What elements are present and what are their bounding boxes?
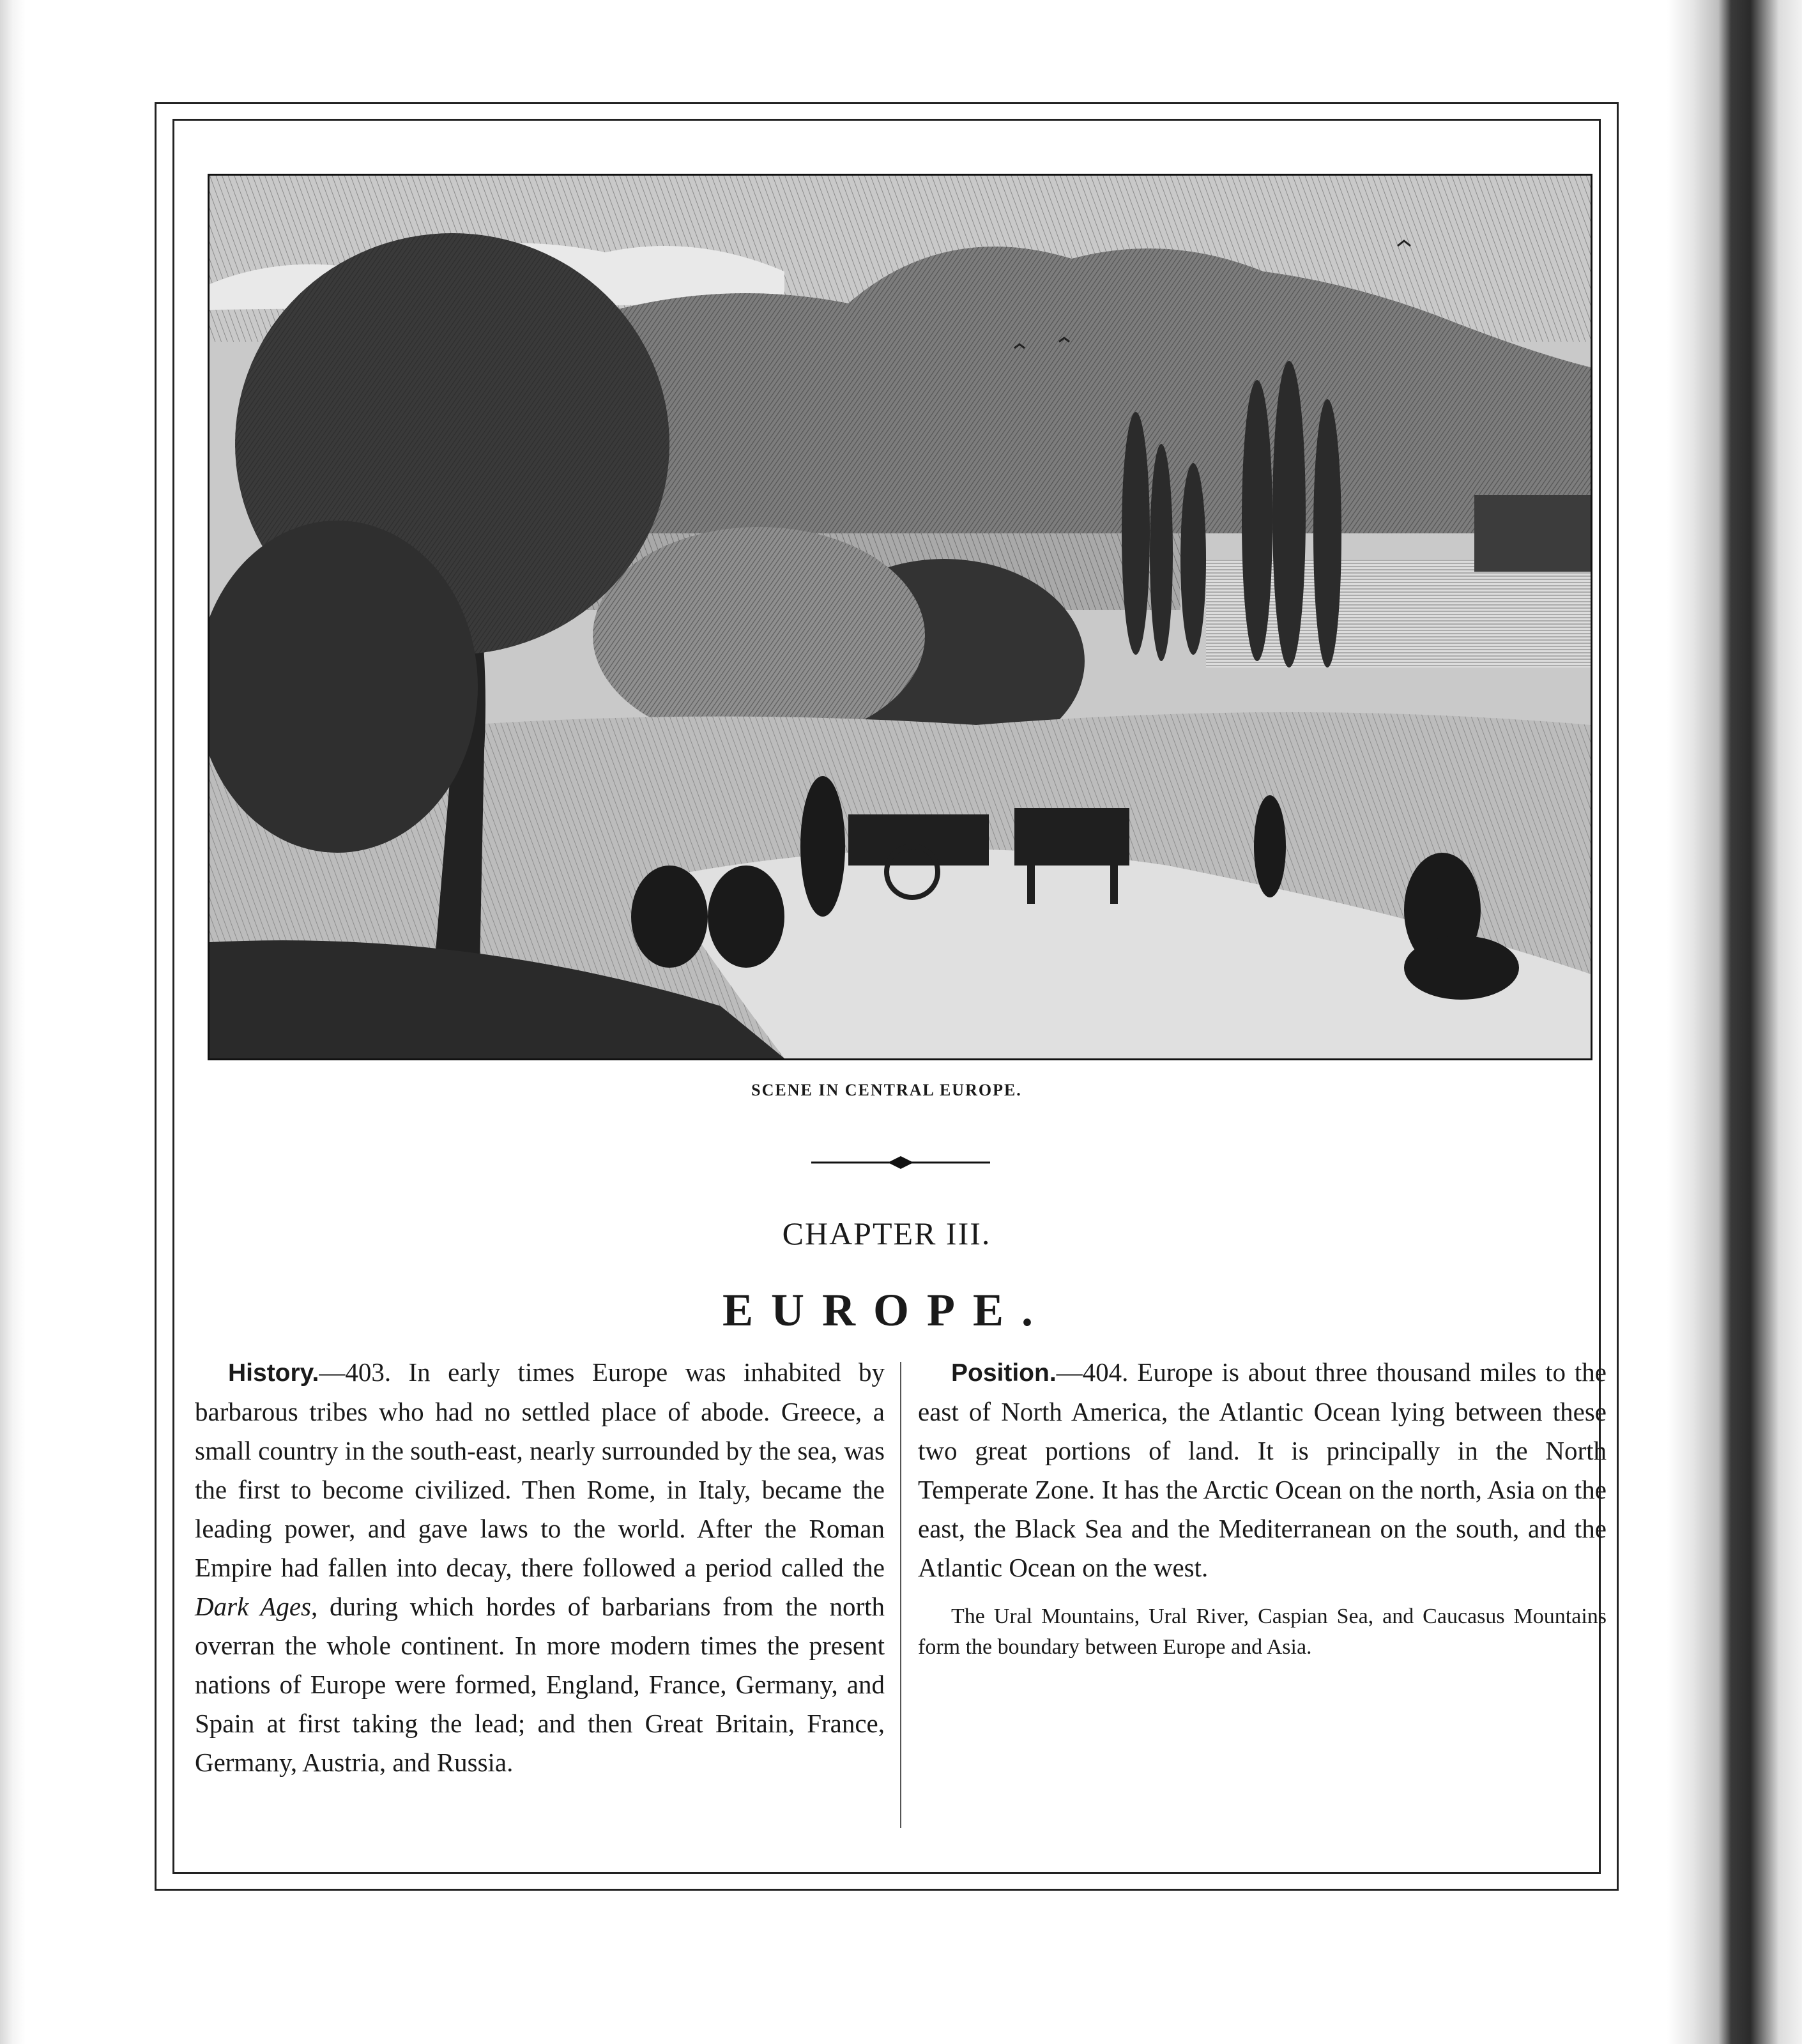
book-spine-edge bbox=[1667, 0, 1802, 2044]
history-heading: History. bbox=[228, 1359, 319, 1387]
section-ornament bbox=[811, 1150, 990, 1175]
engraving-illustration bbox=[208, 174, 1592, 1060]
history-number: —403. bbox=[319, 1357, 392, 1387]
history-paragraph bbox=[195, 1353, 885, 1782]
chapter-number: CHAPTER III. bbox=[782, 1216, 991, 1251]
illustration-caption: SCENE IN CENTRAL EUROPE. bbox=[751, 1081, 1022, 1099]
book-gutter-left bbox=[0, 0, 26, 2044]
column-divider bbox=[900, 1362, 901, 1828]
position-number: —404. bbox=[1056, 1357, 1129, 1387]
history-text-b: , during which hordes of barbarians from the north overran the whole continent. In more modern times the present nations of Europe were formed, England, France, Germany, and Spain at first taking the lead; and then Great Britain, France, Germany, Austria, and Russia. bbox=[195, 1592, 885, 1777]
history-text-a: In early times Europe was inhabited by barbarous tribes who had no settled place of abode. Greece, a small country in the south-east, nearly surrounded by the sea, was the first to become civilized. Then Rome, in Italy, became the leading power, and gave laws to the world. After the Roman Empire had fallen into decay, there followed a period called the bbox=[195, 1357, 885, 1582]
right-column bbox=[918, 1353, 1607, 1663]
history-italic: Dark Ages bbox=[195, 1592, 311, 1621]
position-text: Europe is about three thousand miles to the east of North America, the Atlantic Ocean lying between these two great portions of land. It is principally in the North Temperate Zone. It has the Arctic Ocean on the north, Asia on the east, the Black Sea and the Mediterranean on the south, and the Atlantic Ocean on the west. bbox=[918, 1357, 1607, 1582]
chapter-title: EUROPE. bbox=[722, 1285, 1051, 1336]
boundary-note: The Ural Mountains, Ural River, Caspian Sea, and Caucasus Mountains form the boundary between Europe and Asia. bbox=[918, 1605, 1607, 1659]
position-heading: Position. bbox=[951, 1359, 1057, 1387]
position-paragraph bbox=[918, 1353, 1607, 1587]
left-column bbox=[195, 1353, 885, 1782]
